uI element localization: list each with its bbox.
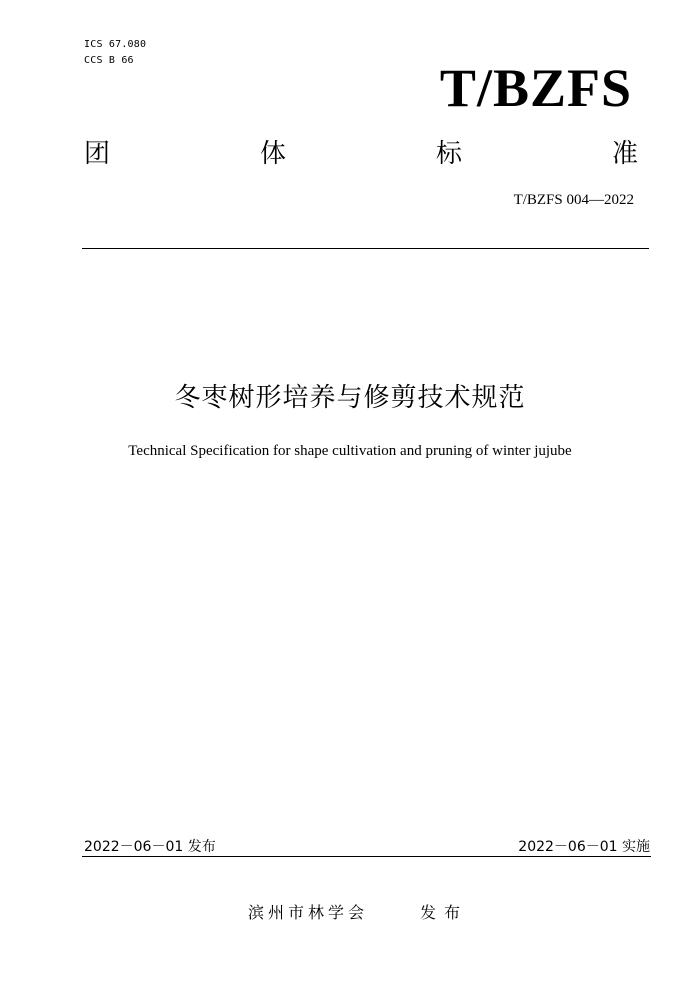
document-title-chinese: 冬枣树形培养与修剪技术规范 (174, 383, 526, 413)
publish-label: 发布 (420, 903, 469, 922)
standard-type (84, 138, 638, 170)
standard-type-char: 准 (611, 139, 638, 169)
footer-divider (82, 856, 651, 857)
publish-date: 2022－06－01 发布 (84, 839, 216, 855)
organization-code: T/BZFS (439, 58, 632, 118)
document-title-english: Technical Specification for shape cultivation and pruning of winter jujube (128, 443, 572, 459)
standard-type-char: 体 (259, 139, 286, 169)
header-divider (82, 248, 649, 249)
publisher-name: 滨州市林学会 (248, 903, 369, 922)
standard-type-char: 标 (435, 139, 462, 169)
implement-date: 2022－06－01 实施 (518, 839, 650, 855)
ics-code: ICS 67.080 (84, 39, 147, 50)
standard-number: T/BZFS 004—2022 (513, 192, 634, 208)
standard-type-char: 团 (84, 139, 111, 169)
ccs-code: CCS B 66 (84, 55, 134, 66)
